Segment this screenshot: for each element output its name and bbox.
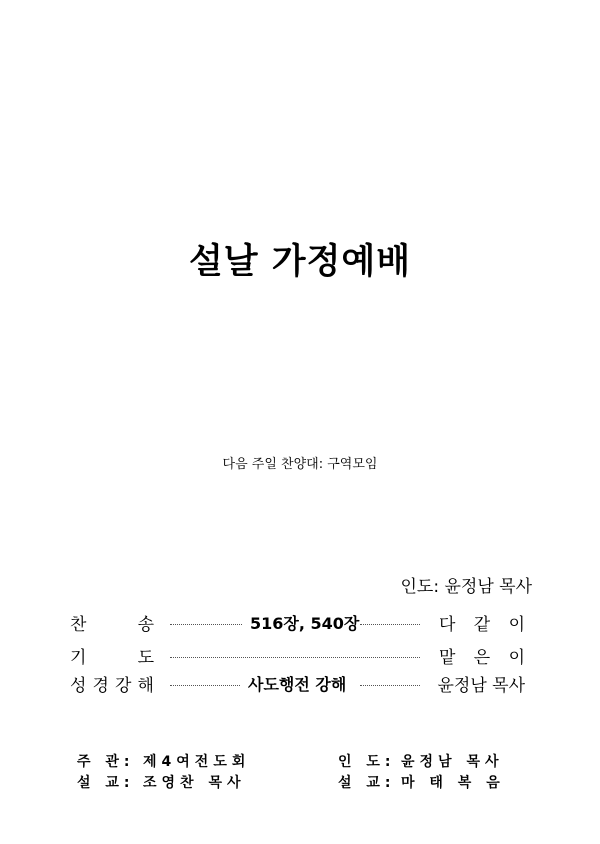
order-right-prayer: 맡 은 이 [439,648,525,668]
order-row-prayer [70,643,525,667]
order-label-sermon: 성 경 강 해 [70,676,154,696]
page-title: 설날 가정예배 [188,242,412,282]
order-value-hymn: 516장, 540장 [250,614,360,633]
footer-host-label: 주 관: [77,754,135,770]
leader-dots [360,685,420,686]
order-row-sermon [70,671,525,695]
footer-sermon1-value: 조영찬 목사 [143,775,246,791]
order-label-hymn: 찬 송 [70,615,154,635]
leader-dots [360,624,420,625]
footer-sermon2-value: 마 태 복 음 [401,775,505,791]
footer-sermon2-label: 설 교: [338,775,396,791]
order-right-hymn: 다 같 이 [439,615,525,635]
service-leader: 인도: 윤정남 목사 [400,577,532,597]
order-label-prayer: 기 도 [70,648,154,668]
leader-dots [170,624,242,625]
footer-sermon1-label: 설 교: [77,775,135,791]
choir-notice: 다음 주일 찬양대: 구역모임 [222,457,378,472]
order-row-hymn [70,610,525,634]
footer-lead-label: 인 도: [338,754,396,770]
order-value-sermon: 사도행전 강해 [248,675,347,694]
leader-dots [170,657,420,658]
leader-dots [170,685,240,686]
order-right-sermon: 윤정남 목사 [437,676,525,696]
footer-lead-value: 윤정남 목사 [401,754,504,770]
footer-host-value: 제4여전도회 [143,754,251,770]
